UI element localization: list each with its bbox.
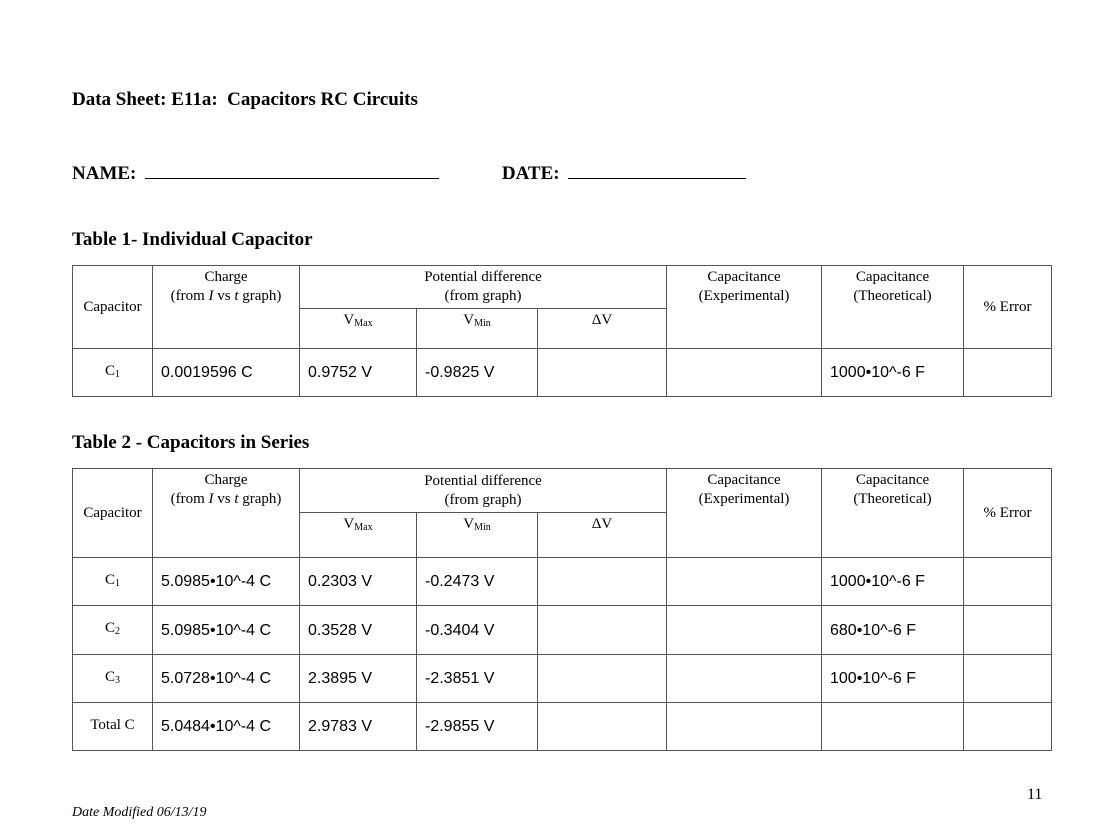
cap-exp-sub: (Experimental) (698, 491, 790, 507)
vmin-sub: Min (474, 522, 491, 533)
cap-exp-cell[interactable] (667, 558, 822, 606)
date-modified: Date Modified 06/13/19 (72, 805, 207, 820)
name-field[interactable] (145, 158, 439, 179)
vmin-header (417, 309, 538, 349)
vmin-cell[interactable]: -2.9855 V (417, 703, 538, 751)
delta-v-cell[interactable] (538, 703, 667, 751)
charge-sub-post: graph) (238, 491, 282, 507)
charge-sub-pre: (from (170, 288, 209, 304)
cap-exp-cell[interactable] (667, 349, 822, 397)
row-label (73, 606, 153, 655)
potential-header (300, 469, 667, 513)
charge-header-title: Charge (204, 472, 248, 488)
delta-v-cell[interactable] (538, 655, 667, 703)
vmin-sub: Min (474, 318, 491, 329)
row-label-sub: 2 (115, 626, 120, 637)
cap-exp-header (667, 469, 822, 558)
page-number: 11 (1027, 786, 1043, 803)
vmax-cell[interactable]: 0.3528 V (300, 606, 417, 655)
charge-sub-t: t (234, 491, 239, 507)
vmin-header (417, 513, 538, 558)
vmin-cell[interactable]: -2.3851 V (417, 655, 538, 703)
error-cell[interactable] (964, 606, 1052, 655)
vmax-v: V (343, 312, 355, 328)
potential-header-title: Potential difference (424, 269, 542, 285)
row-label-text: C (104, 362, 115, 379)
cap-theo-cell[interactable]: 100•10^-6 F (822, 655, 964, 703)
potential-header-sub: (from graph) (444, 491, 522, 508)
potential-header-title: Potential difference (424, 472, 542, 489)
date-field[interactable] (568, 158, 746, 179)
charge-sub-mid: vs (213, 288, 235, 304)
charge-cell[interactable]: 0.0019596 C (153, 349, 300, 397)
error-cell[interactable] (964, 703, 1052, 751)
table-row (73, 606, 1052, 655)
charge-cell[interactable]: 5.0985•10^-4 C (153, 558, 300, 606)
error-header: % Error (964, 469, 1052, 558)
capacitor-header: Capacitor (73, 469, 153, 558)
cap-exp-sub: (Experimental) (698, 288, 790, 304)
vmax-cell[interactable]: 0.2303 V (300, 558, 417, 606)
delta-v-header: ΔV (538, 513, 667, 558)
row-label (73, 349, 153, 397)
vmin-cell[interactable]: -0.2473 V (417, 558, 538, 606)
date-label: DATE: (501, 163, 560, 184)
charge-sub-t: t (234, 288, 239, 304)
charge-header (153, 469, 300, 558)
row-label-text: C (104, 620, 115, 636)
vmin-cell[interactable]: -0.9825 V (417, 349, 538, 397)
charge-header-title: Charge (204, 269, 248, 285)
vmax-cell[interactable]: 2.9783 V (300, 703, 417, 751)
capacitor-header: Capacitor (73, 266, 153, 349)
error-cell[interactable] (964, 655, 1052, 703)
cap-theo-header (822, 469, 964, 558)
cap-theo-title: Capacitance (855, 269, 930, 285)
error-cell[interactable] (964, 349, 1052, 397)
row-label-sub: 1 (115, 368, 120, 380)
cap-exp-header (667, 266, 822, 349)
delta-v-cell[interactable] (538, 349, 667, 397)
charge-sub-i: I (208, 491, 214, 507)
delta-v-cell[interactable] (538, 606, 667, 655)
charge-sub-pre: (from (170, 491, 209, 507)
delta-v-header: ΔV (538, 309, 667, 349)
cap-exp-title: Capacitance (707, 269, 781, 285)
charge-cell[interactable]: 5.0985•10^-4 C (153, 606, 300, 655)
error-cell[interactable] (964, 558, 1052, 606)
vmax-v: V (343, 516, 355, 532)
cap-exp-cell[interactable] (667, 655, 822, 703)
delta-v-cell[interactable] (538, 558, 667, 606)
charge-sub-mid: vs (213, 491, 235, 507)
table-row (73, 703, 1052, 751)
charge-header-sub (153, 287, 299, 306)
cap-exp-cell[interactable] (667, 703, 822, 751)
vmax-cell[interactable]: 2.3895 V (300, 655, 417, 703)
cap-exp-cell[interactable] (667, 606, 822, 655)
cap-theo-sub: (Theoretical) (853, 491, 932, 507)
row-label-text: Total C (90, 716, 135, 733)
charge-header (153, 266, 300, 349)
vmax-sub: Max (354, 522, 373, 533)
charge-sub-i: I (208, 288, 214, 304)
vmax-header (300, 309, 417, 349)
cap-theo-cell[interactable]: 1000•10^-6 F (822, 349, 964, 397)
table-row (73, 655, 1052, 703)
row-label-text: C (104, 668, 115, 685)
vmax-cell[interactable]: 0.9752 V (300, 349, 417, 397)
charge-cell[interactable]: 5.0484•10^-4 C (153, 703, 300, 751)
charge-sub-post: graph) (238, 288, 282, 304)
cap-theo-header (822, 266, 964, 349)
name-label: NAME: (72, 163, 137, 184)
table2-caption: Table 2 - Capacitors in Series (72, 432, 310, 453)
name-date-line (72, 158, 746, 185)
vmax-header (300, 513, 417, 558)
row-label (73, 655, 153, 703)
cap-theo-sub: (Theoretical) (853, 288, 932, 304)
row-label (73, 703, 153, 751)
row-label-sub: 3 (115, 674, 120, 686)
potential-header-sub: (from graph) (444, 288, 522, 304)
table1 (72, 265, 1052, 397)
row-label (73, 558, 153, 606)
cap-theo-title: Capacitance (855, 472, 930, 488)
charge-header-sub (153, 490, 299, 509)
potential-header (300, 266, 667, 309)
vmin-v: V (463, 516, 475, 532)
table1-caption: Table 1- Individual Capacitor (72, 229, 313, 250)
page-title: Data Sheet: E11a: Capacitors RC Circuits (72, 89, 418, 110)
charge-cell[interactable]: 5.0728•10^-4 C (153, 655, 300, 703)
table2 (72, 468, 1052, 751)
cap-theo-cell[interactable] (822, 703, 964, 751)
error-header: % Error (964, 266, 1052, 349)
row-label-sub: 1 (115, 577, 120, 589)
cap-exp-title: Capacitance (707, 472, 781, 488)
vmin-v: V (463, 312, 475, 328)
row-label-text: C (104, 571, 115, 588)
table-row (73, 558, 1052, 606)
vmax-sub: Max (354, 318, 373, 329)
vmin-cell[interactable]: -0.3404 V (417, 606, 538, 655)
cap-theo-cell[interactable]: 680•10^-6 F (822, 606, 964, 655)
cap-theo-cell[interactable]: 1000•10^-6 F (822, 558, 964, 606)
